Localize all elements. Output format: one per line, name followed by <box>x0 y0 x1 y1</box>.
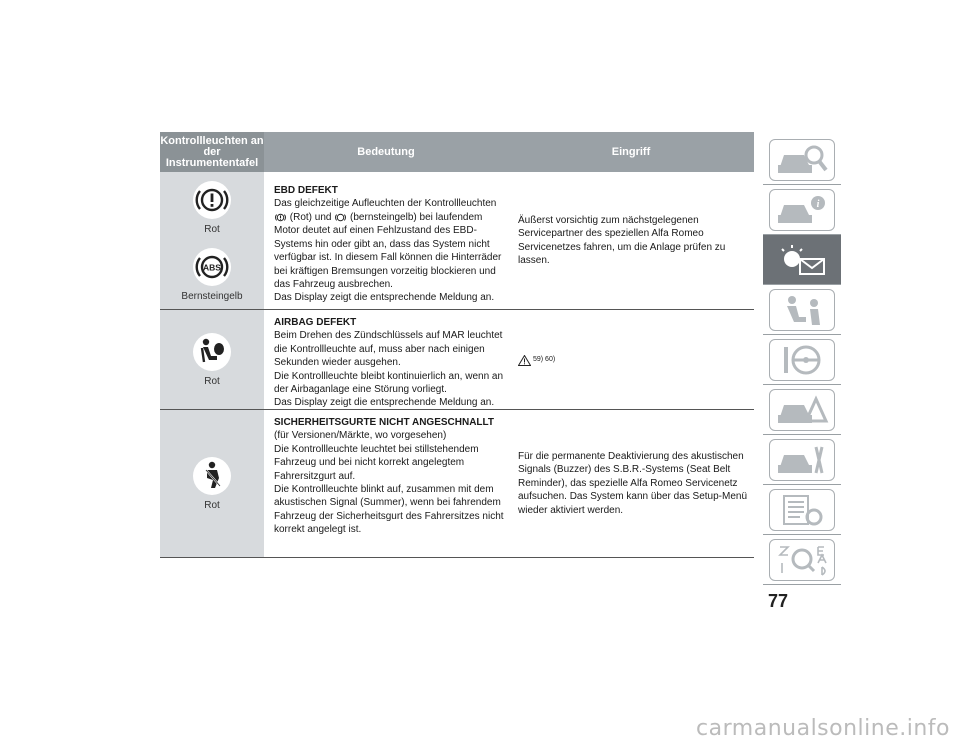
tab-emergency[interactable] <box>763 385 841 435</box>
watermark: carmanualsonline.info <box>696 716 950 741</box>
meaning-text: Das Display zeigt die entsprechende Meldung an. <box>274 397 495 409</box>
maintenance-icon <box>774 443 830 477</box>
car-info-icon <box>774 193 830 227</box>
brake-warning-icon <box>192 180 232 220</box>
airbag-icon <box>192 332 232 372</box>
safety-icon <box>774 293 830 327</box>
meaning-text: Die Kontrollleuchte bleibt kontinuierlich an, wenn an der Airbaganlage eine Störung vorliegt. <box>274 370 504 396</box>
table-row <box>160 410 754 558</box>
warning-title: EBD DEFEKT <box>274 185 338 196</box>
action-cell <box>508 172 754 309</box>
lamp-color-label: Rot <box>204 376 220 387</box>
lamp-cell <box>160 310 264 409</box>
meaning-text: Die Kontrollleuchte leuchtet bei stillstehendem Fahrzeug und bei nicht korrekt angelegtem Fahrersitzgurt auf. <box>274 443 479 482</box>
breakdown-icon <box>774 393 830 427</box>
action-text: Für die permanente Deaktivierung des akustischen Signals (Buzzer) des S.B.R.-Systems (Seat Belt Reminder), das spezielle Alfa Romeo Servicenetz aufsuchen. Das System kann über das Setup-Menü wieder aktiviert werden. <box>518 450 748 516</box>
table-row <box>160 310 754 410</box>
abs-icon <box>192 247 232 287</box>
header-lamps: Kontrollleuchten an der Instrumententafel <box>160 132 264 172</box>
warning-lights-table <box>160 132 754 558</box>
tab-technical-data[interactable] <box>763 485 841 535</box>
header-action: Eingriff <box>611 146 651 158</box>
warning-reference <box>518 353 555 366</box>
meaning-text: Beim Drehen des Zündschlüssels auf MAR leuchtet die Kontrollleuchte auf, muss aber nach einigen Sekunden wieder ausgehen. <box>274 330 503 369</box>
meaning-text: Das Display zeigt die entsprechende Meldung an. <box>274 292 495 304</box>
index-icon <box>774 543 830 577</box>
svg-text:ABS: ABS <box>203 262 221 272</box>
car-search-icon <box>774 143 830 177</box>
lamp-cell <box>160 172 264 309</box>
page-number: 77 <box>768 591 789 611</box>
action-cell <box>508 410 754 557</box>
meaning-text: Die Kontrollleuchte blinkt auf, zusammen mit dem akustischen Signal (Summer), wenn bei fahrendem Fahrzeug der Sicherheitsgurt des Fahrersitzes nicht korrekt angelegt ist. <box>274 484 504 536</box>
reference-text: 59) 60) <box>533 355 556 363</box>
warning-lights-icon <box>774 243 830 277</box>
meaning-cell <box>264 172 508 309</box>
tab-index[interactable] <box>763 535 841 585</box>
meaning-text: Das gleichzeitige Aufleuchten der Kontrollleuchten <box>274 198 497 210</box>
chapter-tabs <box>763 135 841 585</box>
lamp-color-label: Rot <box>204 223 220 235</box>
meaning-text: (Rot) und <box>289 211 332 223</box>
table-header <box>160 132 754 172</box>
lamp-color-label: Rot <box>204 500 220 511</box>
tab-maintenance[interactable] <box>763 435 841 485</box>
tab-car-info[interactable] <box>763 185 841 235</box>
warning-title: AIRBAG DEFEKT <box>274 317 357 328</box>
warning-triangle-icon <box>518 355 531 366</box>
table-row <box>160 172 754 310</box>
header-meaning: Bedeutung <box>357 146 415 158</box>
meaning-text: (für Versionen/Märkte, wo vorgesehen) <box>274 430 447 442</box>
lamp-color-label: Bernsteingelb <box>181 290 243 302</box>
specs-icon <box>774 493 830 527</box>
warning-title: SICHERHEITSGURTE NICHT ANGESCHNALLT <box>274 417 494 428</box>
brake-warning-icon <box>274 211 287 224</box>
action-text: Äußerst vorsichtig zum nächstgelegenen Servicepartner des speziellen Alfa Romeo Servicenetzes fahren, um die Anlage prüfen zu lassen. <box>518 214 726 266</box>
svg-text:i: i <box>816 198 820 210</box>
meaning-cell <box>264 410 508 557</box>
tab-warning-lights[interactable] <box>763 235 841 285</box>
abs-icon <box>334 211 347 224</box>
tab-safety[interactable] <box>763 285 841 335</box>
steering-wheel-icon <box>774 343 830 377</box>
meaning-cell <box>264 310 508 409</box>
tab-driving[interactable] <box>763 335 841 385</box>
meaning-text: (bernsteingelb) bei laufendem Motor deutet auf einen Fehlzustand des EBD-Systems hin oder gibt an, dass das System nicht verfügbar ist. In diesem Fall können die Hinterräder bei kräftigen Bremsungen vorzeitig blockieren und das Fahrzeug ausbrechen. <box>274 211 502 290</box>
tab-getting-to-know[interactable] <box>763 135 841 185</box>
action-cell <box>508 310 754 409</box>
seatbelt-icon <box>192 456 232 496</box>
lamp-cell <box>160 410 264 557</box>
